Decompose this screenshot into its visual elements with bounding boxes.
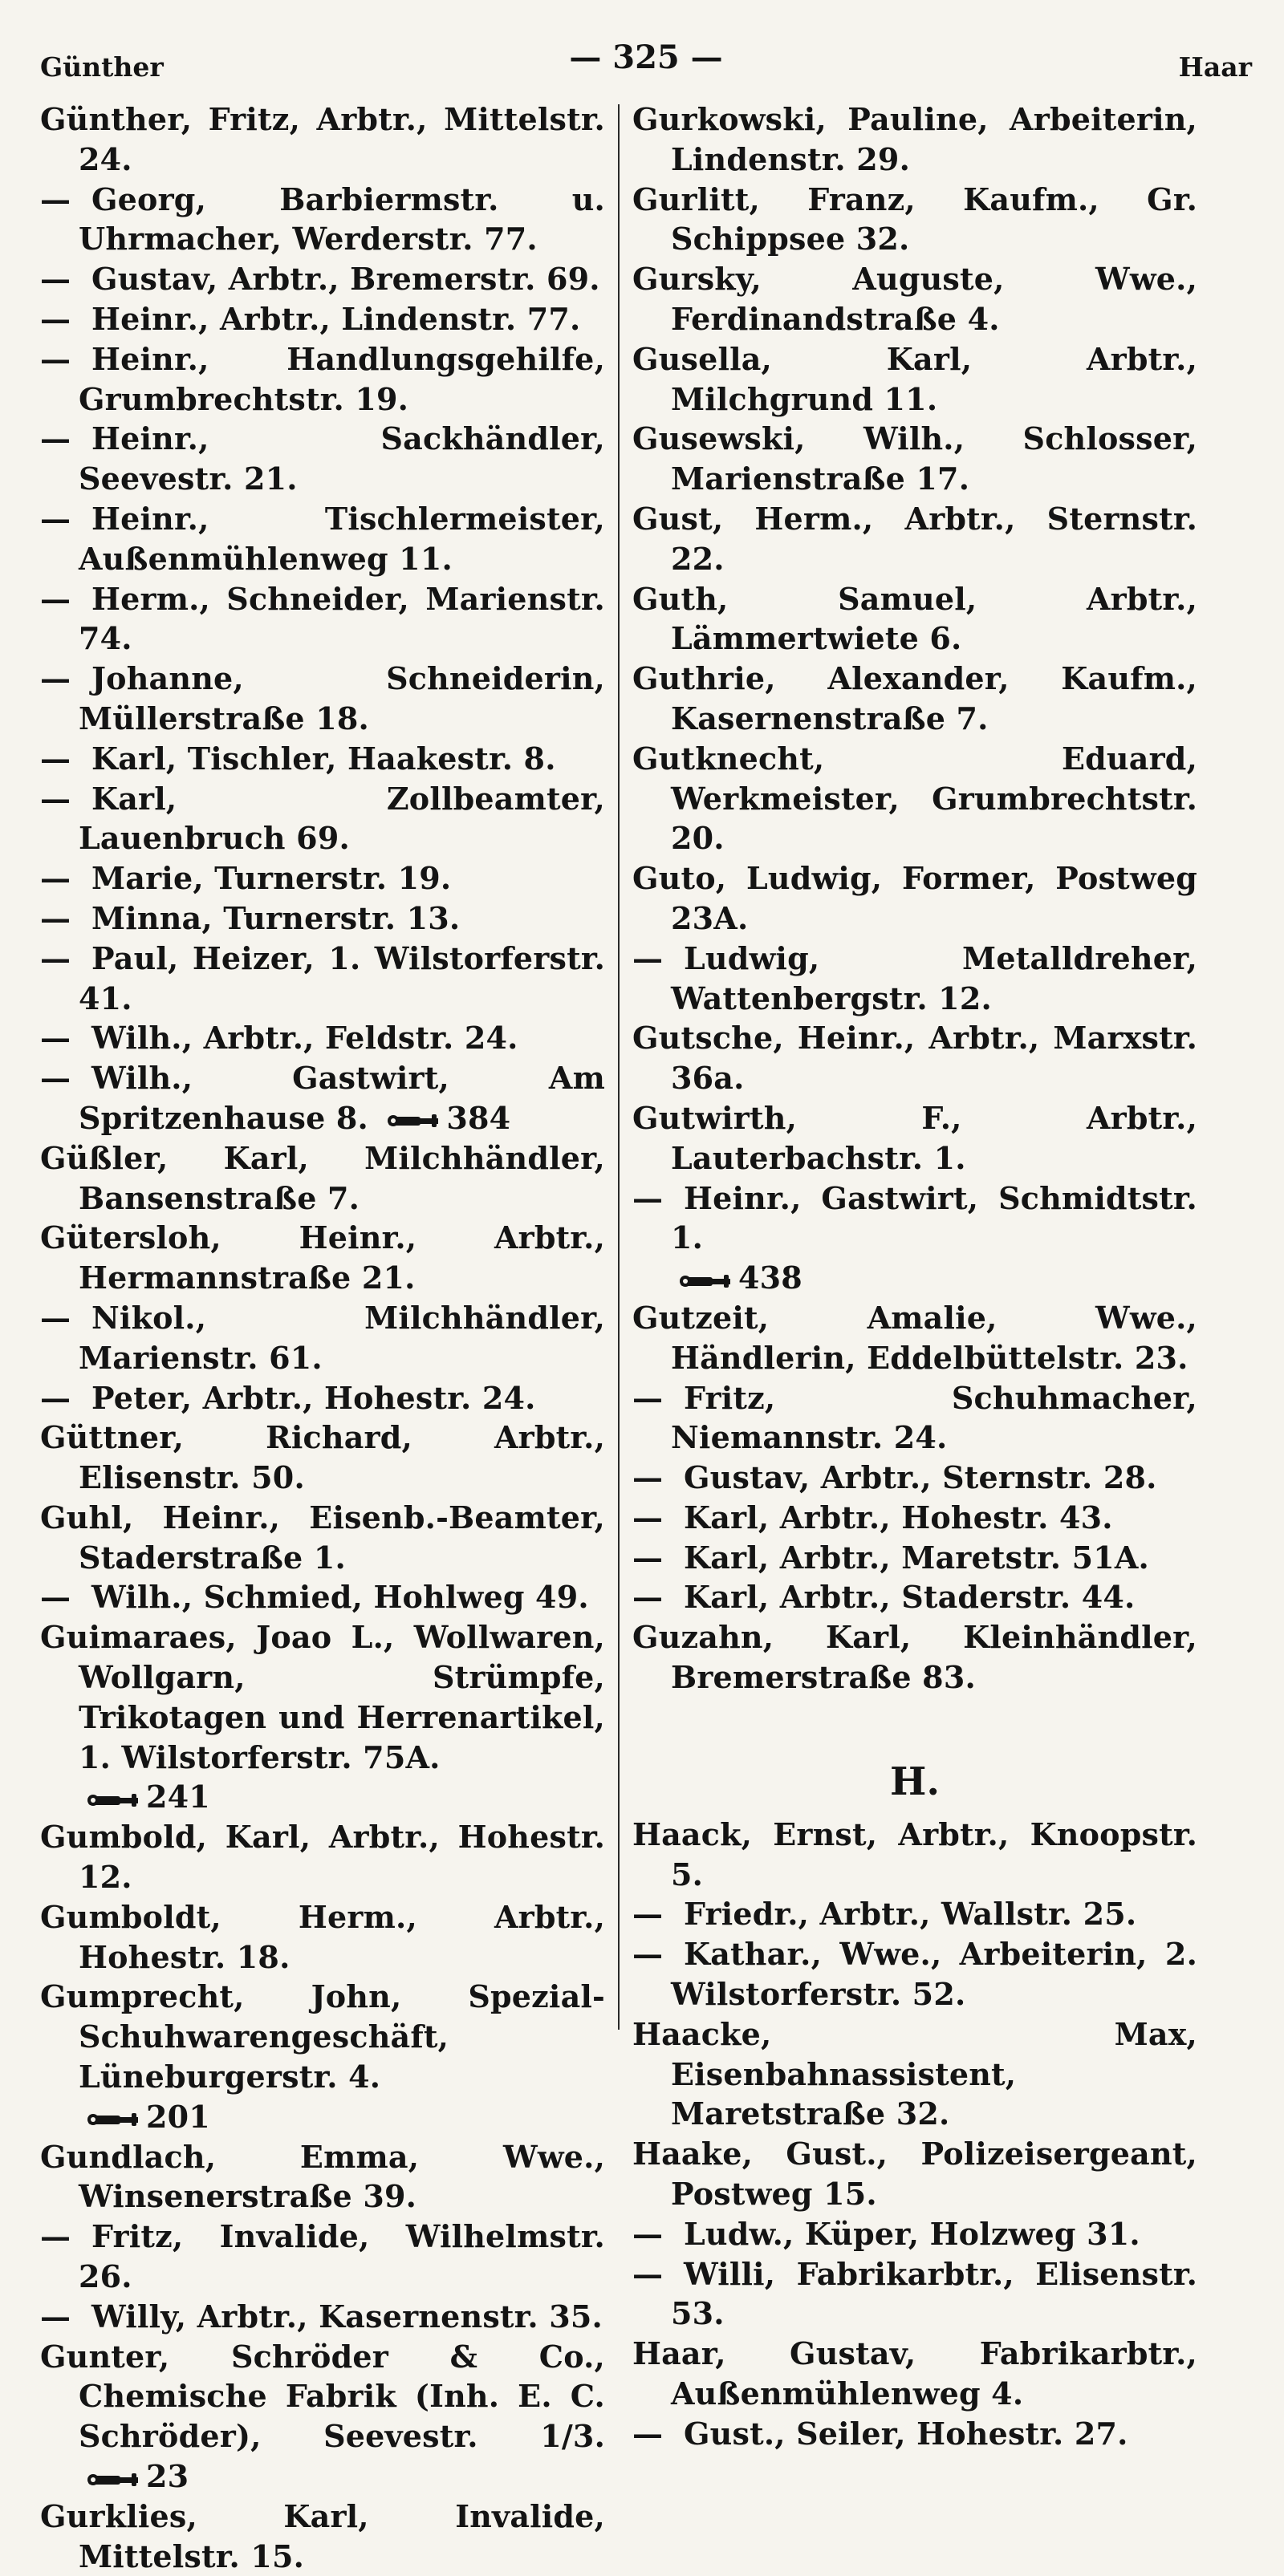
directory-subentry [40, 1577, 605, 1617]
ditto-dash: — [40, 740, 71, 777]
entry-text: Gumboldt, Herm., Arbtr., Hohestr. 18. [40, 1898, 605, 1975]
telephone-icon [87, 1791, 140, 1810]
directory-entry [40, 1617, 605, 1817]
entry-text: Karl, Arbtr., Maretstr. 51A. [684, 1539, 1149, 1576]
directory-subentry [632, 1577, 1197, 1617]
entry-text: Gustav, Arbtr., Bremerstr. 69. [91, 261, 600, 298]
entry-text: Ludwig, Metalldreher, Wattenbergstr. 12. [671, 939, 1197, 1016]
entry-text: Karl, Arbtr., Hohestr. 43. [684, 1499, 1113, 1535]
entry-text: Guhl, Heinr., Eisenb.-Beamter, Staderstraße 1. [40, 1499, 605, 1576]
entry-text: Wilh., Arbtr., Feldstr. 24. [91, 1020, 518, 1057]
directory-entry [632, 1815, 1197, 1895]
directory-entry [632, 259, 1197, 339]
entry-text: Gutzeit, Amalie, Wwe., Händlerin, Eddelbüttelstr. 23. [632, 1299, 1197, 1376]
header-right-keyword: Haar [1178, 51, 1252, 83]
ditto-dash: — [632, 2255, 664, 2292]
directory-subentry [40, 1378, 605, 1418]
telephone-number: 23 [146, 2458, 189, 2495]
ditto-dash: — [40, 1020, 71, 1057]
ditto-dash: — [632, 1459, 664, 1496]
ditto-dash: — [40, 2218, 71, 2255]
entry-text: Peter, Arbtr., Hohestr. 24. [91, 1379, 536, 1416]
directory-entry [632, 339, 1197, 420]
directory-subentry [40, 579, 605, 659]
entry-text: Gusewski, Wilh., Schlosser, Marienstraße 17. [632, 420, 1197, 497]
directory-subentry [40, 739, 605, 779]
entry-text: Guth, Samuel, Arbtr., Lämmertwiete 6. [632, 580, 1197, 657]
ditto-dash: — [40, 340, 71, 377]
entry-text: Karl, Zollbeamter, Lauenbruch 69. [79, 780, 605, 857]
ditto-dash: — [40, 1379, 71, 1416]
directory-subentry [632, 1894, 1197, 1934]
ditto-dash: — [40, 181, 71, 217]
entry-text: Gusella, Karl, Arbtr., Milchgrund 11. [632, 340, 1197, 417]
directory-subentry [40, 1018, 605, 1058]
directory-entry [632, 1617, 1197, 1698]
telephone-icon [679, 1272, 732, 1291]
directory-subentry [40, 499, 605, 579]
ditto-dash: — [632, 939, 664, 976]
ditto-dash: — [632, 1499, 664, 1535]
entry-text: Gunter, Schröder & Co., Chemische Fabrik (Inh. E. C. Schröder), Seevestr. 1/3. [40, 2338, 605, 2455]
ditto-dash: — [40, 500, 71, 537]
entry-text: Nikol., Milchhändler, Marienstr. 61. [79, 1299, 605, 1376]
directory-subentry [40, 419, 605, 499]
entry-text: Gustav, Arbtr., Sternstr. 28. [684, 1459, 1157, 1496]
directory-entry [40, 1418, 605, 1498]
ditto-dash: — [40, 1060, 71, 1097]
directory-entry [40, 1218, 605, 1298]
entry-text: Kathar., Wwe., Arbeiterin, 2. Wilstorferstr. 52. [671, 1936, 1197, 2013]
directory-subentry [40, 659, 605, 739]
entry-text: Haake, Gust., Polizeisergeant, Postweg 15. [632, 2136, 1197, 2213]
section-letter-h: H. [889, 1759, 941, 1804]
telephone-number: 438 [738, 1260, 802, 1296]
ditto-dash: — [632, 1379, 664, 1416]
entry-text: Gust., Seiler, Hohestr. 27. [684, 2415, 1128, 2452]
directory-entry [632, 99, 1197, 180]
entry-text: Gutsche, Heinr., Arbtr., Marxstr. 36a. [632, 1020, 1197, 1097]
entry-text: Herm., Schneider, Marienstr. 74. [79, 580, 605, 657]
entry-text: Marie, Turnerstr. 19. [91, 860, 452, 897]
entry-text: Wilh., Schmied, Hohlweg 49. [91, 1579, 589, 1616]
telephone-number: 384 [446, 1099, 511, 1136]
telephone-number: 201 [146, 2098, 210, 2135]
telephone-icon [87, 2470, 140, 2489]
entry-text: Güttner, Richard, Arbtr., Elisenstr. 50. [40, 1419, 605, 1496]
entry-text: Heinr., Sackhändler, Seevestr. 21. [79, 420, 605, 497]
ditto-dash: — [40, 261, 71, 298]
directory-entry [40, 2497, 605, 2576]
entry-text: Willi, Fabrikarbtr., Elisenstr. 53. [671, 2255, 1197, 2332]
ditto-dash: — [632, 1539, 664, 1576]
entry-text: Gust, Herm., Arbtr., Sternstr. 22. [632, 500, 1197, 577]
ditto-dash: — [40, 420, 71, 457]
entry-text: Gurkowski, Pauline, Arbeiterin, Lindenstr. 29. [632, 101, 1197, 177]
directory-entry [40, 1897, 605, 1978]
entry-text: Haar, Gustav, Fabrikarbtr., Außenmühlenweg 4. [632, 2335, 1197, 2412]
entry-text: Gutwirth, F., Arbtr., Lauterbachstr. 1. [632, 1099, 1197, 1176]
entry-text: Georg, Barbiermstr. u. Uhrmacher, Werderstr. 77. [79, 181, 605, 258]
directory-subentry [40, 2217, 605, 2297]
directory-entry [40, 2137, 605, 2217]
directory-entry [632, 579, 1197, 659]
entry-text: Willy, Arbtr., Kasernenstr. 35. [91, 2298, 603, 2335]
ditto-dash: — [40, 860, 71, 897]
entry-text: Gütersloh, Heinr., Arbtr., Hermannstraße 21. [40, 1219, 605, 1296]
directory-subentry [632, 2414, 1197, 2454]
directory-subentry [40, 1058, 605, 1138]
entry-text: Haacke, Max, Eisenbahnassistent, Maretstraße 32. [632, 2015, 1197, 2132]
entry-text: Gundlach, Emma, Wwe., Winsenerstraße 39. [40, 2138, 605, 2215]
directory-subentry [40, 1298, 605, 1378]
telephone-icon [387, 1111, 440, 1130]
entry-text: Heinr., Handlungsgehilfe, Grumbrechtstr. 19. [79, 340, 605, 417]
ditto-dash: — [632, 2215, 664, 2252]
entry-text: Karl, Arbtr., Staderstr. 44. [684, 1579, 1136, 1616]
directory-entry [40, 1817, 605, 1897]
page-number: — 325 — [569, 39, 723, 76]
directory-subentry [632, 1378, 1197, 1458]
entry-text: Guimaraes, Joao L., Wollwaren, Wollgarn, Strümpfe, Trikotagen und Herrenartikel, 1. Wilstorferstr. 75A. [40, 1619, 605, 1775]
entry-text: Minna, Turnerstr. 13. [91, 899, 461, 936]
ditto-dash: — [632, 1579, 664, 1616]
ditto-dash: — [40, 780, 71, 817]
directory-entry [632, 180, 1197, 260]
entry-text: Heinr., Gastwirt, Schmidtstr. 1. [671, 1179, 1197, 1256]
directory-subentry [40, 259, 605, 299]
directory-entry [632, 2014, 1197, 2134]
entry-text: Karl, Tischler, Haakestr. 8. [91, 740, 556, 777]
entry-text: Guthrie, Alexander, Kaufm., Kasernenstraße 7. [632, 660, 1197, 736]
directory-entry [632, 1098, 1197, 1178]
directory-entry [632, 419, 1197, 499]
directory-subentry [40, 858, 605, 899]
ditto-dash: — [632, 1896, 664, 1933]
telephone-number: 241 [146, 1779, 210, 1815]
right-column [620, 99, 1197, 2576]
directory-subentry [40, 2297, 605, 2337]
telephone-icon [87, 2110, 140, 2129]
ditto-dash: — [632, 1936, 664, 1973]
directory-subentry [40, 939, 605, 1019]
header-left-keyword: Günther [40, 51, 164, 83]
ditto-dash: — [40, 300, 71, 337]
directory-entry [40, 2337, 605, 2497]
directory-subentry [40, 339, 605, 420]
ditto-dash: — [632, 1179, 664, 1216]
directory-entry [40, 1977, 605, 2136]
ditto-dash: — [632, 2415, 664, 2452]
entry-text: Heinr., Arbtr., Lindenstr. 77. [91, 300, 581, 337]
directory-subentry [632, 1178, 1197, 1298]
directory-entry [632, 1018, 1197, 1098]
entry-text: Johanne, Schneiderin, Müllerstraße 18. [79, 660, 605, 736]
directory-subentry [632, 1458, 1197, 1498]
entry-text: Fritz, Schuhmacher, Niemannstr. 24. [671, 1379, 1197, 1456]
entry-text: Fritz, Invalide, Wilhelmstr. 26. [79, 2218, 605, 2295]
entry-text: Günther, Fritz, Arbtr., Mittelstr. 24. [40, 101, 605, 177]
directory-entry [632, 2334, 1197, 2414]
directory-entry [632, 1298, 1197, 1378]
ditto-dash: — [40, 580, 71, 617]
entry-text: Paul, Heizer, 1. Wilstorferstr. 41. [79, 939, 605, 1016]
entry-text: Gumbold, Karl, Arbtr., Hohestr. 12. [40, 1819, 605, 1896]
directory-entry [40, 1138, 605, 1219]
entry-text: Wilh., Gastwirt, Am Spritzenhause 8. [79, 1060, 605, 1136]
directory-subentry [632, 2214, 1197, 2254]
directory-subentry [632, 1934, 1197, 2014]
directory-subentry [632, 1498, 1197, 1538]
page-header [40, 30, 1252, 93]
entry-text: Gurklies, Karl, Invalide, Mittelstr. 15. [40, 2497, 605, 2574]
ditto-dash: — [40, 660, 71, 697]
directory-entry [632, 659, 1197, 739]
ditto-dash: — [40, 1579, 71, 1616]
entry-text: Gurlitt, Franz, Kaufm., Gr. Schippsee 32. [632, 181, 1197, 258]
directory-subentry [40, 899, 605, 939]
directory-subentry [632, 939, 1197, 1019]
directory-entry [40, 99, 605, 180]
directory-entry [632, 2134, 1197, 2214]
entry-text: Haack, Ernst, Arbtr., Knoopstr. 5. [632, 1815, 1197, 1892]
entry-text: Gutknecht, Eduard, Werkmeister, Grumbrechtstr. 20. [632, 740, 1197, 857]
directory-subentry [40, 180, 605, 260]
directory-subentry [632, 1538, 1197, 1578]
entry-text: Heinr., Tischlermeister, Außenmühlenweg 11. [79, 500, 605, 577]
directory-subentry [40, 779, 605, 859]
directory-subentry [40, 299, 605, 339]
directory-entry [40, 1498, 605, 1578]
directory-subentry [632, 2254, 1197, 2335]
directory-entry [632, 499, 1197, 579]
entry-text: Ludw., Küper, Holzweg 31. [684, 2215, 1140, 2252]
entry-text: Guzahn, Karl, Kleinhändler, Bremerstraße 83. [632, 1619, 1197, 1696]
ditto-dash: — [40, 899, 71, 936]
entry-text: Güßler, Karl, Milchhändler, Bansenstraße 7. [40, 1139, 605, 1216]
right-column-g-entries [632, 99, 1197, 1698]
entry-text: Friedr., Arbtr., Wallstr. 25. [684, 1896, 1137, 1933]
directory-entry [632, 739, 1197, 858]
ditto-dash: — [40, 939, 71, 976]
entry-text: Gursky, Auguste, Wwe., Ferdinandstraße 4. [632, 261, 1197, 337]
ditto-dash: — [40, 1299, 71, 1336]
entry-text: Gumprecht, John, Spezial-Schuhwarengeschäft, Lüneburgerstr. 4. [40, 1978, 605, 2095]
directory-entry [632, 858, 1197, 939]
two-column-body [40, 99, 1252, 2576]
right-column-h-entries [632, 1815, 1197, 2454]
ditto-dash: — [40, 2298, 71, 2335]
entry-text: Guto, Ludwig, Former, Postweg 23A. [632, 860, 1197, 936]
left-column [40, 99, 618, 2576]
